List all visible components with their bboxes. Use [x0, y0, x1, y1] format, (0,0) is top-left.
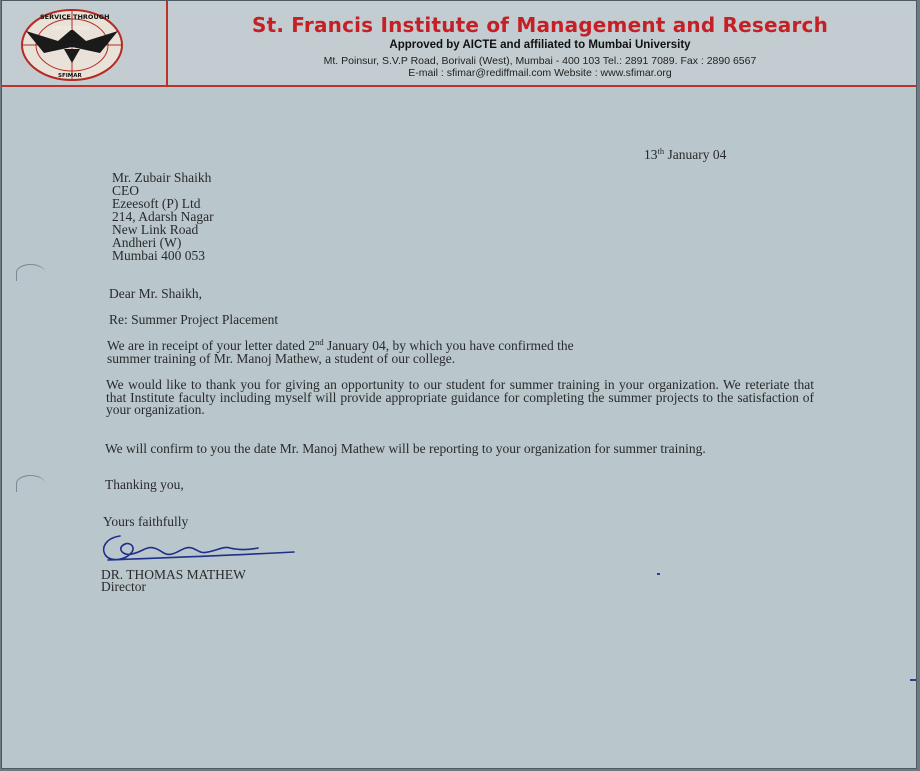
handwritten-signature — [98, 530, 298, 566]
recipient-name: Mr. Zubair Shaikh — [112, 170, 212, 185]
letter-date: 13th January 04 — [644, 146, 727, 162]
recipient-title: CEO — [112, 183, 139, 198]
ink-speck — [657, 573, 660, 575]
closing-thanks: Thanking you, — [105, 477, 184, 492]
logo-motto-top: SERVICE THROUGH — [40, 13, 110, 21]
letterhead-rule — [2, 85, 917, 87]
closing-sign-off: Yours faithfully — [103, 514, 189, 529]
ink-speck — [910, 679, 916, 681]
letterhead-divider — [166, 1, 168, 86]
letter-page — [1, 0, 917, 769]
paragraph-thanks: We would like to thank you for giving an opportunity to our student for summer training in your organization. We reteriate that that Institute faculty including myself will provide appropriate guidance for completing the summer projects to the satisfaction of your organization. — [106, 377, 814, 417]
institute-name: St. Francis Institute of Management and Research — [251, 13, 829, 37]
logo-acronym: SFIMAR — [58, 73, 82, 79]
recipient-address-line: New Link Road — [112, 222, 199, 237]
recipient-company: Ezeesoft (P) Ltd — [112, 196, 201, 211]
logo-motto-mid: ENTERPRISE — [52, 26, 91, 32]
recipient-address-line: Mumbai 400 053 — [112, 248, 205, 263]
signatory-designation: Director — [101, 579, 146, 594]
punch-hole-mark — [16, 264, 45, 281]
signatory-name: DR. THOMAS MATHEW — [101, 567, 246, 582]
recipient-address-line: Andheri (W) — [112, 235, 182, 250]
approval-line: Approved by AICTE and affiliated to Mumbai University — [389, 39, 691, 51]
paragraph-receipt: We are in receipt of your letter dated 2nd January 04, by which you have confirmed the summer training of Mr. Manoj Mathew, a student of our college. — [107, 337, 574, 366]
paragraph-confirm: We will confirm to you the date Mr. Manoj Mathew will be reporting to your organization for summer training. — [105, 441, 706, 456]
contact-line: E-mail : sfimar@rediffmail.com Website : www.sfimar.org — [408, 67, 672, 79]
punch-hole-mark — [16, 475, 45, 492]
subject-line: Re: Summer Project Placement — [109, 312, 279, 327]
institute-logo — [12, 5, 132, 83]
salutation: Dear Mr. Shaikh, — [109, 286, 202, 301]
recipient-address-line: 214, Adarsh Nagar — [112, 209, 214, 224]
address-line: Mt. Poinsur, S.V.P Road, Borivali (West), Mumbai - 400 103 Tel.: 2891 7089. Fax : 2890 6567 — [323, 55, 757, 67]
